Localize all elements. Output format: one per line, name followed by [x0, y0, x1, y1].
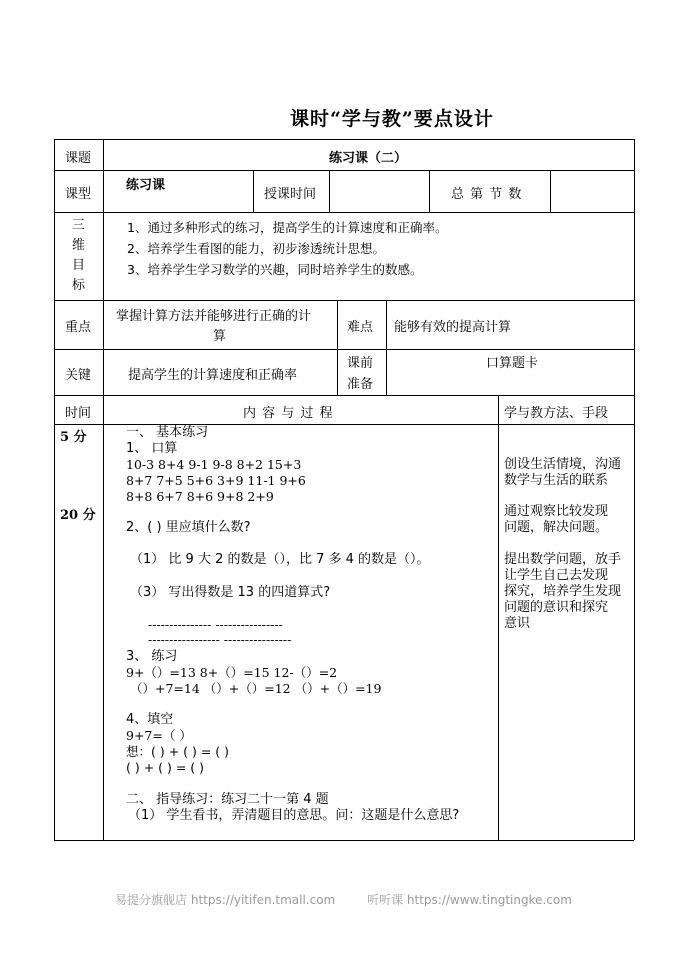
total-label: 总 第 节 数 — [451, 187, 523, 202]
method-text: 数学与生活的联系 — [504, 473, 609, 488]
method-text: 提出数学问题，放手 — [504, 552, 622, 567]
key-label: 关键 — [65, 368, 92, 383]
page-title: 课时“学与教”要点设计 — [290, 108, 494, 130]
header-time: 时间 — [65, 406, 92, 421]
calc-row: 8+7 7+5 5+6 3+9 11-1 9+6 — [126, 473, 306, 488]
time-entry: 20 分 — [60, 508, 96, 523]
footer-watermark — [0, 891, 687, 908]
focus-label: 重点 — [65, 320, 92, 335]
time-label: 授课时间 — [264, 187, 317, 202]
method-text: 问题的意识和探究 — [504, 600, 609, 615]
goals-label: 三 维 目 标 — [72, 218, 86, 293]
goal-item: 3、培养学生学习数学的兴趣，同时培养学生的数感。 — [127, 262, 423, 277]
difficulty-value: 能够有效的提高计算 — [394, 320, 512, 335]
goals-list — [127, 217, 447, 280]
focus-line2: 算 — [213, 329, 227, 344]
calc-row: 8+8 6+7 8+6 9+8 2+9 — [126, 489, 274, 504]
practice-row: （）+7=14 （）+（）=12 （）+（）=19 — [130, 681, 382, 696]
goal-item: 2、培养学生看图的能力，初步渗透统计思想。 — [127, 241, 385, 256]
section-guided: 二、 指导练习：练习二十一第 4 题 — [126, 792, 329, 807]
goal-item: 1、通过多种形式的练习，提高学生的计算速度和正确率。 — [127, 220, 448, 235]
question-1: （1） 比 9 大 2 的数是（），比 7 多 4 的数是（）。 — [130, 552, 430, 567]
practice-heading: 3、 练习 — [126, 649, 178, 664]
header-method: 学与教方法、手段 — [504, 406, 609, 421]
method-text: 问题，解决问题。 — [504, 520, 609, 535]
fill-row: 9+7=（ ） — [126, 728, 192, 743]
method-text: 创设生活情境，沟通 — [504, 457, 622, 472]
topic-value: 练习课（二） — [329, 151, 408, 166]
prep-label-2: 准备 — [347, 377, 374, 392]
practice-row: 9+（）=13 8+（）=15 12-（）=2 — [126, 665, 338, 680]
method-text: 意识 — [504, 616, 531, 631]
fill-row: 想：( ) + ( ) = ( ) — [126, 744, 230, 759]
topic-label: 课题 — [65, 151, 92, 166]
footer-link-yitifen[interactable]: 易提分旗舰店 https://yitifen.tmall.com — [115, 893, 336, 907]
answer-blanks: --------------- ---------------- — [148, 617, 283, 632]
footer-link-tingtingke[interactable]: 听听课 https://www.tingtingke.com — [367, 893, 572, 907]
difficulty-label: 难点 — [347, 320, 374, 335]
question-3: （3） 写出得数是 13 的四道算式? — [130, 585, 331, 600]
oral-calc-heading: 1、 口算 — [126, 441, 178, 456]
answer-blanks: ----------------- ---------------- — [148, 632, 292, 647]
calc-row: 10-3 8+4 9-1 9-8 8+2 15+3 — [126, 457, 302, 472]
method-text: 通过观察比较发现 — [504, 504, 609, 519]
fill-row: ( ) + ( ) = ( ) — [126, 760, 205, 775]
fill-number-heading: 2、( ) 里应填什么数? — [126, 520, 251, 535]
fill-blank-heading: 4、填空 — [126, 712, 174, 727]
header-content: 内 容 与 过 程 — [243, 406, 334, 421]
section-basic: 一、 基本练习 — [126, 425, 209, 440]
method-text: 让学生自己去发现 — [504, 568, 609, 583]
prep-label-1: 课前 — [347, 356, 374, 371]
focus-line1: 掌握计算方法并能够进行正确的计 — [116, 309, 312, 324]
type-value: 练习课 — [126, 178, 166, 193]
time-entry: 5 分 — [60, 430, 87, 445]
type-label: 课型 — [65, 187, 92, 202]
guided-step-1: （1） 学生看书，弄清题目的意思。问：这题是什么意思? — [128, 808, 460, 823]
key-value: 提高学生的计算速度和正确率 — [128, 368, 298, 383]
prep-value: 口算题卡 — [486, 356, 539, 371]
method-text: 探究，培养学生发现 — [504, 584, 622, 599]
